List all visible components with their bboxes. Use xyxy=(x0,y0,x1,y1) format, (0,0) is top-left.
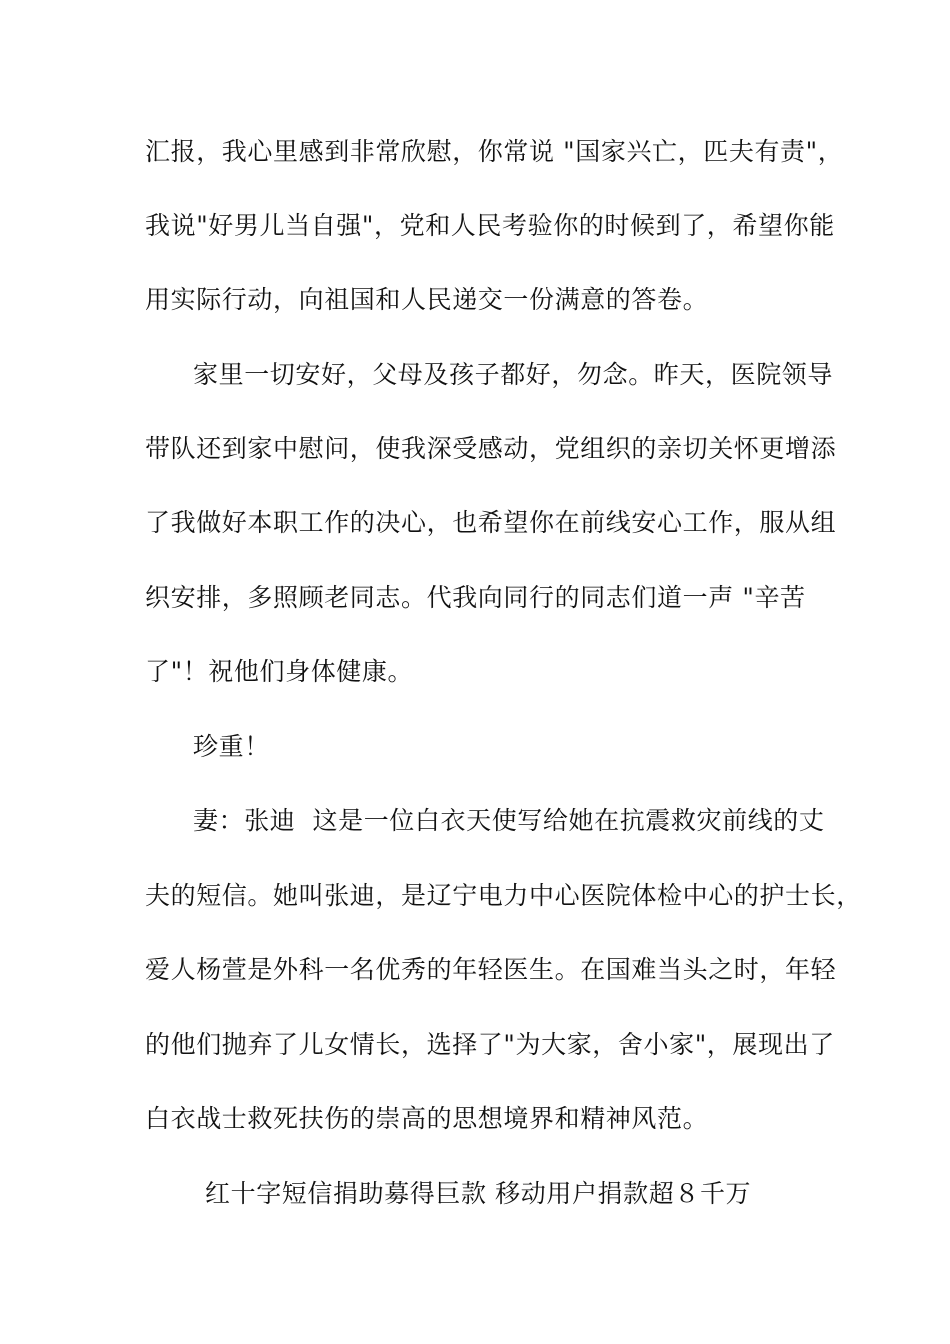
paragraph-line-13: 白衣战士救死扶伤的崇高的思想境界和精神风范。 xyxy=(145,1104,709,1133)
paragraph-line-8: 了"！祝他们身体健康。 xyxy=(145,657,414,686)
paragraph-line-2: 我说"好男儿当自强"，党和人民考验你的时候到了，希望你能 xyxy=(145,211,835,240)
section-heading: 红十字短信捐助募得巨款 移动用户捐款超８千万 xyxy=(205,1179,752,1208)
paragraph-line-9: 妻：张迪 这是一位白衣天使写给她在抗震救灾前线的丈 xyxy=(193,806,825,835)
paragraph-line-4: 家里一切安好，父母及孩子都好，勿念。昨天，医院领导 xyxy=(193,360,834,389)
paragraph-line-3: 用实际行动，向祖国和人民递交一份满意的答卷。 xyxy=(145,285,709,314)
paragraph-line-12: 的他们抛弃了儿女情长，选择了"为大家，舍小家"，展现出了 xyxy=(145,1030,835,1059)
paragraph-line-11: 爱人杨萱是外科一名优秀的年轻医生。在国难当头之时，年轻 xyxy=(145,955,837,984)
paragraph-line-7: 织安排，多照顾老同志。代我向同行的同志们道一声 "辛苦 xyxy=(145,583,806,612)
paragraph-line-5: 带队还到家中慰问，使我深受感动，党组织的亲切关怀更增添 xyxy=(145,434,837,463)
closing-line: 珍重！ xyxy=(193,732,270,761)
paragraph-line-6: 了我做好本职工作的决心，也希望你在前线安心工作，服从组 xyxy=(145,508,837,537)
paragraph-line-10: 夫的短信。她叫张迪，是辽宁电力中心医院体检中心的护士长， xyxy=(145,881,862,910)
paragraph-line-1: 汇报，我心里感到非常欣慰，你常说 "国家兴亡，匹夫有责"， xyxy=(145,137,844,166)
